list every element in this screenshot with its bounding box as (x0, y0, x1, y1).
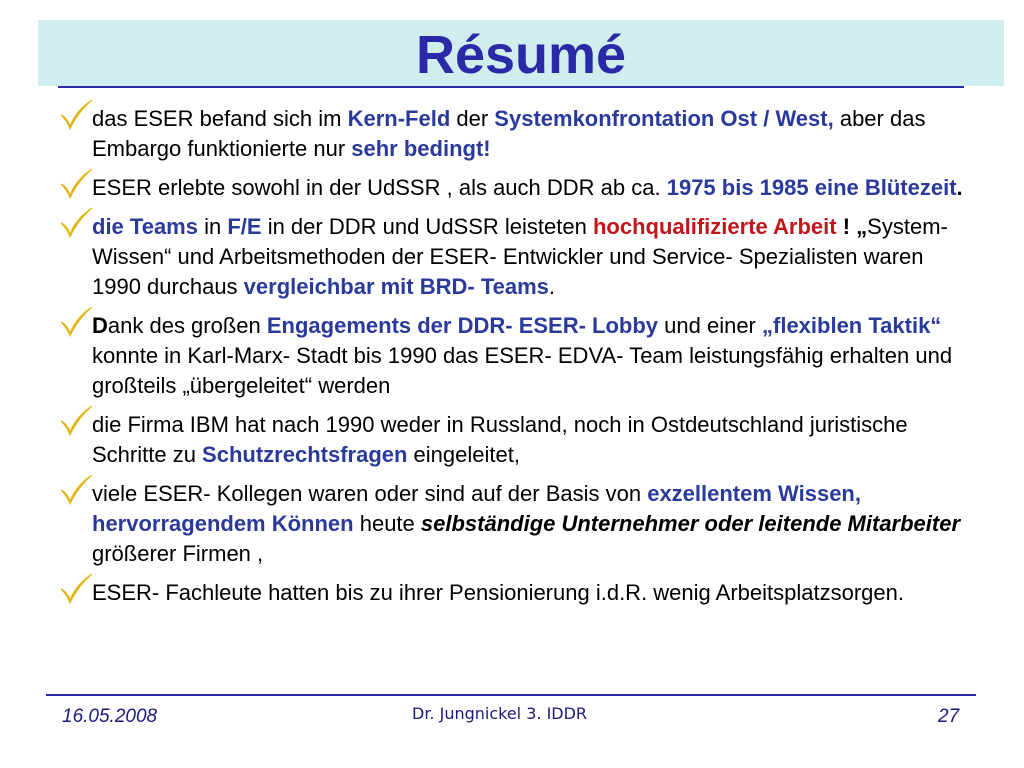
bullet-text-segment: in (197, 214, 228, 239)
checkmark-icon (58, 98, 94, 132)
bullet-text-segment: System-Wissen“ und Arbeitsmethoden der ESER- Entwickler und Service- Spezialisten waren 1990 durchaus (92, 214, 948, 299)
bullet-text-segment: größerer Firmen , (92, 541, 264, 566)
bullet-text-segment: . (548, 274, 556, 299)
bullet-text-segment: Engagements der DDR- ESER- Lobby (266, 313, 659, 338)
checkmark-icon (58, 305, 94, 339)
bullet-text-segment: vergleichbar mit BRD- Teams (243, 274, 549, 299)
bullet-text-segment: der (450, 106, 495, 131)
bullet-item (58, 173, 978, 203)
bullet-text-segment: Kern-Feld (347, 106, 451, 131)
checkmark-icon (58, 473, 94, 507)
bullet-text-segment: ESER- Fachleute hatten bis zu ihrer Pensionierung i.d.R. wenig Arbeitsplatzsorgen. (92, 580, 904, 605)
slide-title: Résumé (415, 25, 627, 85)
bullet-text-segment: eingeleitet, (407, 442, 520, 467)
bullet-text-segment: die Firma IBM hat nach 1990 weder in Russland, noch in Ostdeutschland juristische Schritte zu (92, 412, 908, 467)
bullet-text-segment: konnte in Karl-Marx- Stadt bis 1990 das ESER- EDVA- Team leistungsfähig erhalten und großteils „übergeleitet“ werden (92, 343, 953, 398)
bullet-text-segment: „flexiblen Taktik“ (762, 313, 942, 338)
checkmark-icon (58, 572, 94, 606)
bullet-text-segment: aber das Embargo funktionierte nur (92, 106, 926, 161)
checkmark-icon (58, 206, 94, 240)
checkmark-icon (58, 404, 94, 438)
bullet-text-segment: 1975 bis 1985 eine Blütezeit (666, 175, 957, 200)
bullet-text-segment: viele ESER- Kollegen waren oder sind auf der Basis von (92, 481, 648, 506)
bullet-text-segment: hochqualifizierte Arbeit (592, 214, 837, 239)
checkmark-icon (58, 167, 94, 201)
bullet-text-segment: die Teams (92, 214, 198, 239)
bullet-text-segment: ank des großen (107, 313, 267, 338)
bullet-text-segment: . (956, 175, 963, 200)
bullet-item (58, 410, 978, 470)
bullet-item (58, 311, 978, 401)
bullet-text-segment: in der DDR und UdSSR leisteten (261, 214, 593, 239)
bullet-text-segment: und einer (658, 313, 762, 338)
bullet-text-segment: F/E (227, 214, 262, 239)
bullet-text-segment: das ESER befand sich im (92, 106, 348, 131)
bullet-text-segment: D (92, 313, 108, 338)
bullet-item (58, 578, 978, 608)
bullet-list (58, 104, 978, 617)
title-underline (58, 86, 964, 88)
bullet-text-segment: exzellentem Wissen, hervorragendem Können (92, 481, 861, 536)
bullet-text-segment: heute (353, 511, 421, 536)
bullet-text-segment: selbständige Unternehmer oder leitende Mitarbeiter (420, 511, 961, 536)
bullet-text-segment: ! „ (836, 214, 868, 239)
page-number: 27 (938, 706, 960, 727)
bullet-text-segment: Schutzrechtsfragen (202, 442, 408, 467)
bullet-text-segment: Systemkonfrontation Ost / West, (494, 106, 834, 131)
bullet-text-segment: sehr bedingt! (351, 136, 491, 161)
bullet-item (58, 104, 978, 164)
bullet-text-segment: ESER erlebte sowohl in der UdSSR , als auch DDR ab ca. (92, 175, 667, 200)
footer-divider (46, 694, 976, 696)
footer-author: Dr. Jungnickel 3. IDDR (412, 704, 588, 723)
bullet-item (58, 212, 978, 302)
footer-date: 16.05.2008 (62, 706, 158, 727)
bullet-item (58, 479, 978, 569)
